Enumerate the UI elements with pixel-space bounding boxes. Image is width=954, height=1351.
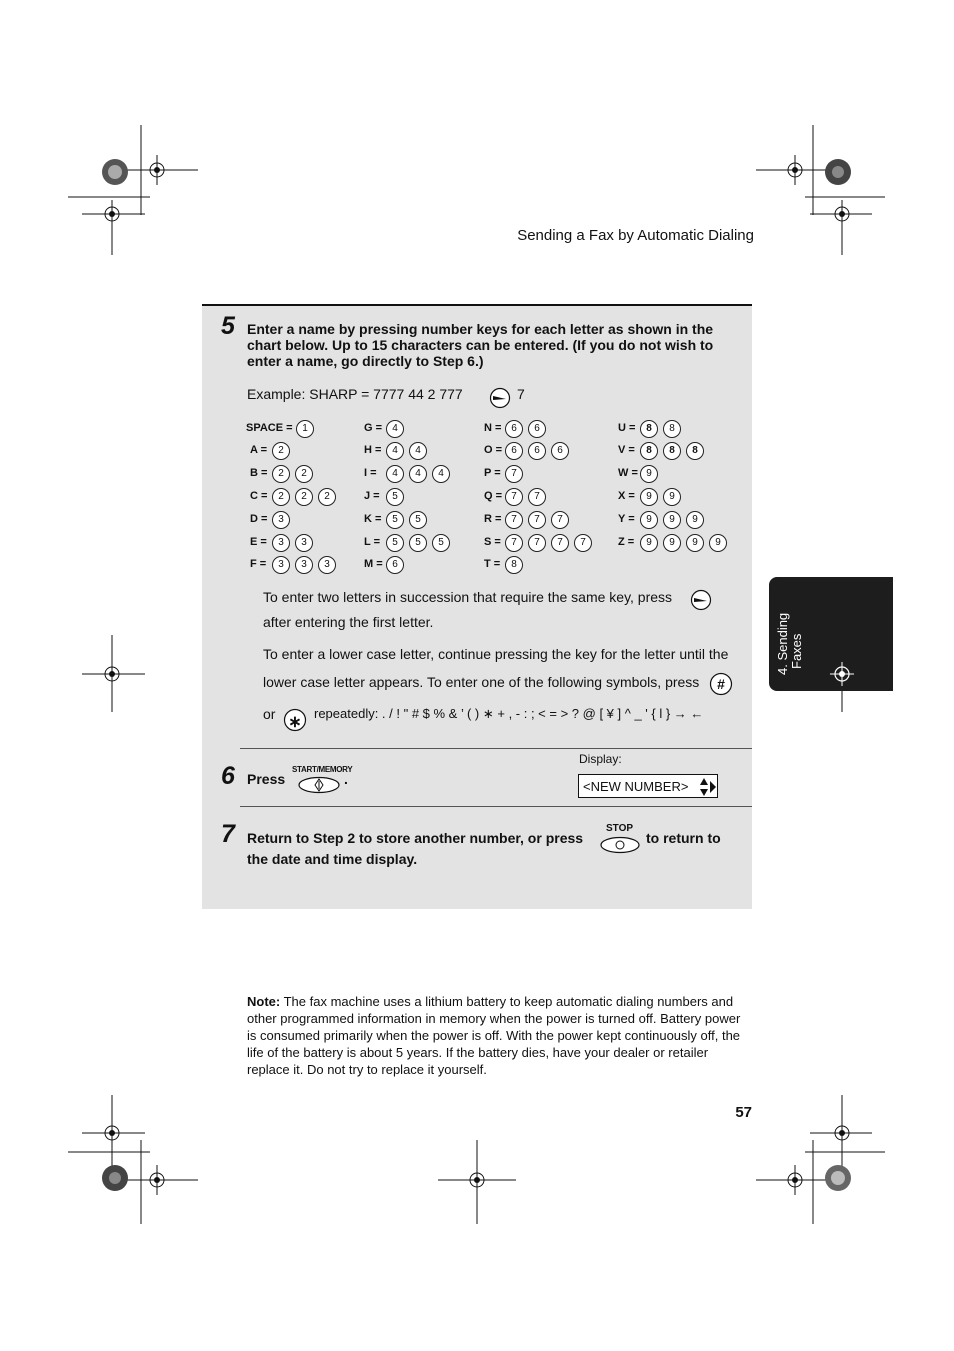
note-text: The fax machine uses a lithium battery to keep automatic dialing numbers and other programmed information in memory when the power is turned off. Battery power is consumed primarily when the power is off. With the power kept continuously off, the life of the battery is about 5 years. If the battery dies, have your dealer or retailer replace it. Do not try to replace it yourself. bbox=[247, 994, 741, 1077]
page-number: 57 bbox=[735, 1104, 752, 1121]
chart-letter-label: X = bbox=[618, 490, 635, 502]
chart-key-8: 8 bbox=[640, 420, 658, 438]
chart-key-6: 6 bbox=[505, 442, 523, 460]
chart-letter-label: Z = bbox=[618, 536, 635, 548]
chart-key-5: 5 bbox=[386, 534, 404, 552]
chart-key-7: 7 bbox=[505, 511, 523, 529]
chart-letter-label: U = bbox=[618, 422, 636, 434]
chart-key-8: 8 bbox=[686, 442, 704, 460]
chart-key-3: 3 bbox=[272, 511, 290, 529]
chart-letter-label: A = bbox=[250, 444, 268, 456]
chart-key-2: 2 bbox=[295, 465, 313, 483]
svg-text:∗: ∗ bbox=[288, 714, 302, 731]
divider-step-5-6 bbox=[240, 748, 752, 749]
chart-key-9: 9 bbox=[686, 511, 704, 529]
chart-key-7: 7 bbox=[574, 534, 592, 552]
chart-key-6: 6 bbox=[386, 556, 404, 574]
para-same-key-line2: after entering the first letter. bbox=[263, 614, 434, 630]
step-6-period: . bbox=[344, 771, 348, 787]
chart-letter-label: L = bbox=[364, 536, 381, 548]
chart-key-9: 9 bbox=[709, 534, 727, 552]
chart-letter-label: P = bbox=[484, 467, 501, 479]
chart-letter-label: H = bbox=[364, 444, 382, 456]
chapter-tab-line2: Faxes bbox=[789, 633, 804, 669]
step-7-text-a: Return to Step 2 to store another number, or press bbox=[247, 830, 584, 846]
chart-key-9: 9 bbox=[663, 511, 681, 529]
note-label: Note: bbox=[247, 994, 281, 1009]
chart-letter-label: G = bbox=[364, 422, 383, 434]
chart-letter-label: S = bbox=[484, 536, 501, 548]
chart-key-7: 7 bbox=[505, 465, 523, 483]
chart-key-9: 9 bbox=[640, 465, 658, 483]
chart-key-9: 9 bbox=[686, 534, 704, 552]
chart-letter-label: E = bbox=[250, 536, 267, 548]
chart-letter-label: I = bbox=[364, 467, 377, 479]
chart-letter-label: B = bbox=[250, 467, 268, 479]
chart-key-4: 4 bbox=[409, 442, 427, 460]
divider-step-6-7 bbox=[240, 806, 752, 807]
chart-letter-label: R = bbox=[484, 513, 502, 525]
hash-key-icon bbox=[709, 672, 733, 696]
chart-letter-label: T = bbox=[484, 558, 501, 570]
step-6-number: 6 bbox=[221, 762, 235, 790]
chart-key-8: 8 bbox=[663, 420, 681, 438]
up-down-arrows-icon bbox=[698, 776, 718, 798]
chart-key-6: 6 bbox=[505, 420, 523, 438]
start-memory-label: START/MEMORY bbox=[292, 765, 353, 774]
chart-key-1: 1 bbox=[296, 420, 314, 438]
svg-text:#: # bbox=[717, 676, 725, 692]
chart-key-8: 8 bbox=[663, 442, 681, 460]
para-same-key-line1: To enter two letters in succession that require the same key, press bbox=[263, 589, 673, 605]
chart-key-5: 5 bbox=[386, 511, 404, 529]
chart-key-5: 5 bbox=[409, 534, 427, 552]
chart-key-3: 3 bbox=[272, 534, 290, 552]
lcd-display-text: <NEW NUMBER> bbox=[583, 779, 689, 794]
chapter-tab-line1: 4. Sending bbox=[775, 612, 790, 675]
chart-key-4: 4 bbox=[432, 465, 450, 483]
panel-top-rule bbox=[202, 304, 752, 306]
para-lowercase-line1: To enter a lower case letter, continue pressing the key for the letter until the bbox=[263, 646, 729, 662]
right-arrow-key-icon bbox=[489, 387, 511, 409]
step-5-number: 5 bbox=[221, 312, 235, 340]
chart-letter-label: F = bbox=[250, 558, 267, 570]
para-symbols-or: or bbox=[263, 706, 276, 722]
chart-letter-label: O = bbox=[484, 444, 503, 456]
chart-key-7: 7 bbox=[505, 534, 523, 552]
example-text: Example: SHARP = 7777 44 2 777 bbox=[247, 386, 463, 402]
step-7-text-b: to return to bbox=[646, 830, 721, 846]
chart-letter-label: Y = bbox=[618, 513, 635, 525]
step-6-press: Press bbox=[247, 771, 286, 787]
chart-key-7: 7 bbox=[551, 534, 569, 552]
start-memory-button-icon bbox=[297, 776, 341, 794]
chart-key-4: 4 bbox=[409, 465, 427, 483]
chart-letter-label: D = bbox=[250, 513, 268, 525]
tab-registration-mark bbox=[830, 662, 854, 686]
lcd-display bbox=[578, 774, 718, 798]
battery-note bbox=[247, 993, 742, 1078]
chart-key-3: 3 bbox=[295, 534, 313, 552]
chart-letter-label: V = bbox=[618, 444, 635, 456]
chart-key-4: 4 bbox=[386, 420, 404, 438]
chart-letter-label: C = bbox=[250, 490, 268, 502]
star-key-icon bbox=[283, 708, 307, 732]
chart-key-7: 7 bbox=[528, 511, 546, 529]
chart-key-9: 9 bbox=[640, 511, 658, 529]
chart-key-2: 2 bbox=[272, 442, 290, 460]
chart-key-6: 6 bbox=[551, 442, 569, 460]
chart-key-2: 2 bbox=[272, 465, 290, 483]
chart-key-3: 3 bbox=[295, 556, 313, 574]
chart-key-9: 9 bbox=[663, 488, 681, 506]
chapter-tab-label bbox=[776, 600, 808, 675]
para-lowercase-line2: lower case letter appears. To enter one of the following symbols, press bbox=[263, 674, 700, 690]
step-7-text-c: the date and time display. bbox=[247, 851, 418, 867]
chart-key-7: 7 bbox=[528, 488, 546, 506]
chart-key-7: 7 bbox=[551, 511, 569, 529]
chart-key-8: 8 bbox=[505, 556, 523, 574]
chart-key-4: 4 bbox=[386, 465, 404, 483]
running-header: Sending a Fax by Automatic Dialing bbox=[517, 227, 754, 244]
chart-key-5: 5 bbox=[386, 488, 404, 506]
chart-letter-label: M = bbox=[364, 558, 383, 570]
example-tail: 7 bbox=[517, 386, 525, 402]
chart-letter-label: SPACE = bbox=[246, 422, 293, 434]
chart-key-9: 9 bbox=[640, 488, 658, 506]
step-5-example bbox=[247, 386, 463, 402]
chart-key-7: 7 bbox=[505, 488, 523, 506]
display-label: Display: bbox=[579, 752, 622, 766]
chart-letter-label: J = bbox=[364, 490, 380, 502]
chart-key-5: 5 bbox=[432, 534, 450, 552]
chart-letter-label: Q = bbox=[484, 490, 503, 502]
step-7-number: 7 bbox=[221, 820, 235, 848]
chart-key-5: 5 bbox=[409, 511, 427, 529]
stop-label: STOP bbox=[606, 823, 634, 834]
chart-key-6: 6 bbox=[528, 442, 546, 460]
chart-key-2: 2 bbox=[318, 488, 336, 506]
para-same-key bbox=[263, 587, 743, 607]
chart-key-3: 3 bbox=[272, 556, 290, 574]
para-symbols-list: repeatedly: . / ! " # $ % & ’ ( ) ∗ + , - : ; < = > ? @ [ ¥ ] ^ _ ' { l } → ← bbox=[314, 706, 704, 721]
chart-key-8: 8 bbox=[640, 442, 658, 460]
chart-key-3: 3 bbox=[318, 556, 336, 574]
chart-key-9: 9 bbox=[640, 534, 658, 552]
chart-key-2: 2 bbox=[272, 488, 290, 506]
right-arrow-key-icon bbox=[690, 589, 712, 611]
chart-key-4: 4 bbox=[386, 442, 404, 460]
step-5-instruction: Enter a name by pressing number keys for each letter as shown in the chart below. Up to 15 characters can be entered. (If you do not wish to enter a name, go directly to Step 6.) bbox=[247, 321, 714, 369]
chart-key-9: 9 bbox=[663, 534, 681, 552]
chart-key-2: 2 bbox=[295, 488, 313, 506]
stop-button-icon bbox=[599, 836, 641, 854]
chart-letter-label: K = bbox=[364, 513, 382, 525]
chart-key-7: 7 bbox=[528, 534, 546, 552]
chart-letter-label: N = bbox=[484, 422, 502, 434]
chart-letter-label: W = bbox=[618, 467, 638, 479]
chart-key-6: 6 bbox=[528, 420, 546, 438]
